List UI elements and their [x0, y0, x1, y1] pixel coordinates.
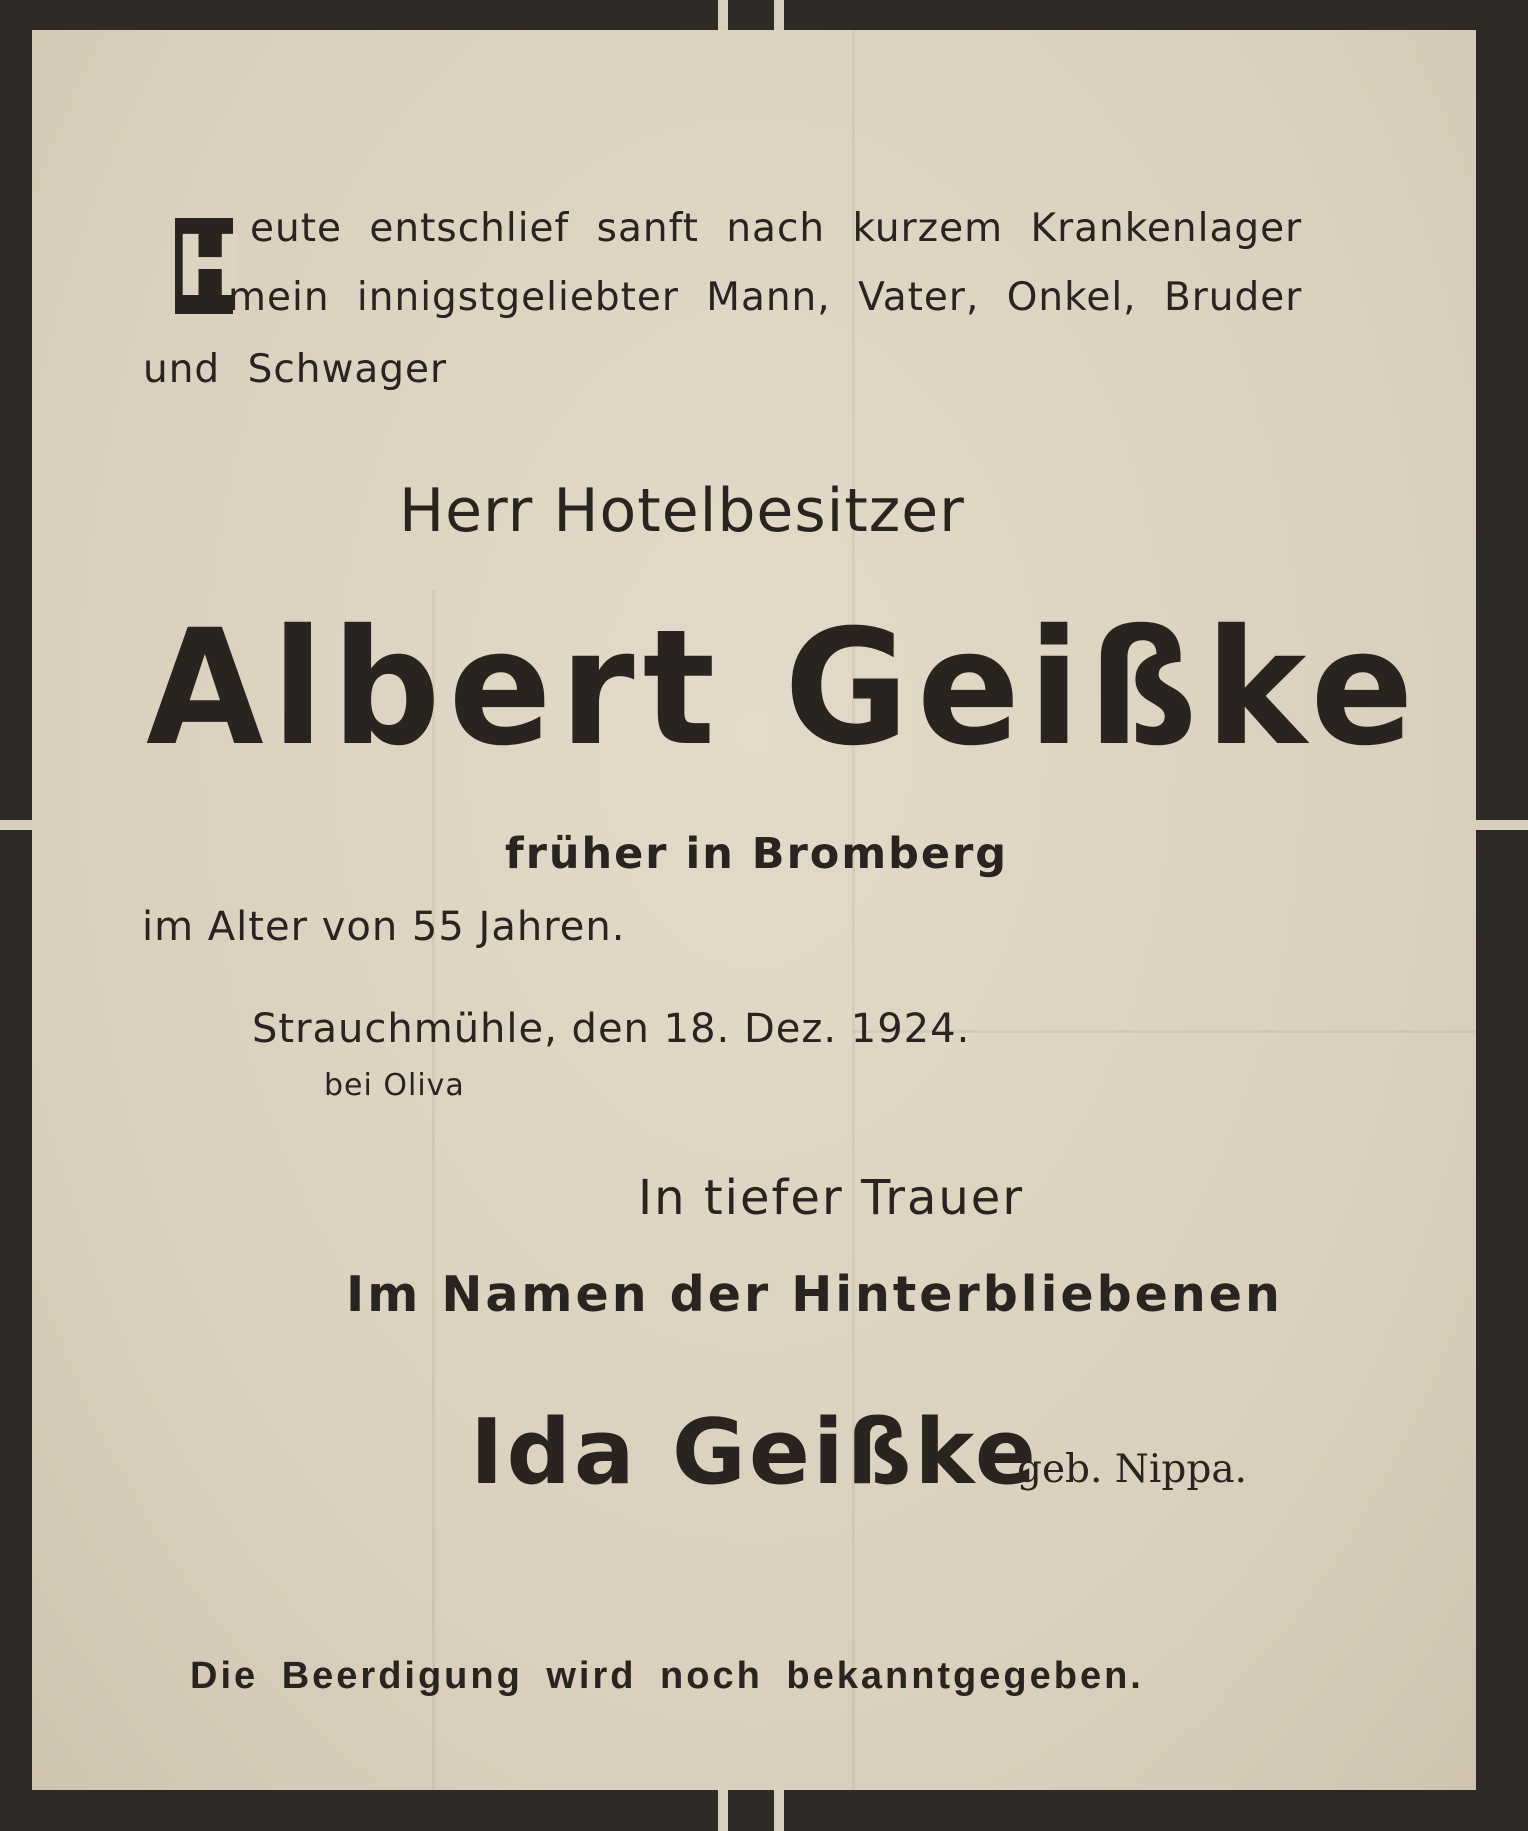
intro-line-1: eute entschlief sanft nach kurzem Krankenlager [250, 206, 1303, 251]
intro-line-2: mein innigstgeliebter Mann, Vater, Onkel, Bruder [228, 275, 1303, 320]
mourning-line: In tiefer Trauer [638, 1170, 1025, 1226]
place-subline: bei Oliva [324, 1068, 465, 1103]
frame-break [1476, 820, 1528, 830]
widow-maiden-name: geb. Nippa. [1017, 1447, 1247, 1492]
newspaper-clipping [32, 30, 1476, 1790]
funeral-notice: Die Beerdigung wird noch bekanntgegeben. [190, 1655, 1144, 1697]
deceased-age: im Alter von 55 Jahren. [142, 904, 626, 950]
frame-break [0, 820, 32, 830]
widow-name: Ida Geißke [470, 1400, 1039, 1505]
deceased-name: Albert Geißke [146, 595, 1422, 781]
frame-break [718, 0, 728, 30]
frame-break [718, 1790, 728, 1831]
place-and-date: Strauchmühle, den 18. Dez. 1924. [252, 1006, 971, 1052]
deceased-title: Herr Hotelbesitzer [399, 476, 965, 546]
frame-break [774, 0, 784, 30]
drop-cap: H [175, 217, 246, 315]
intro-line-3: und Schwager [143, 347, 448, 392]
deceased-origin: früher in Bromberg [505, 829, 1009, 879]
frame-break [774, 1790, 784, 1831]
on-behalf-line: Im Namen der Hinterbliebenen [346, 1266, 1283, 1323]
